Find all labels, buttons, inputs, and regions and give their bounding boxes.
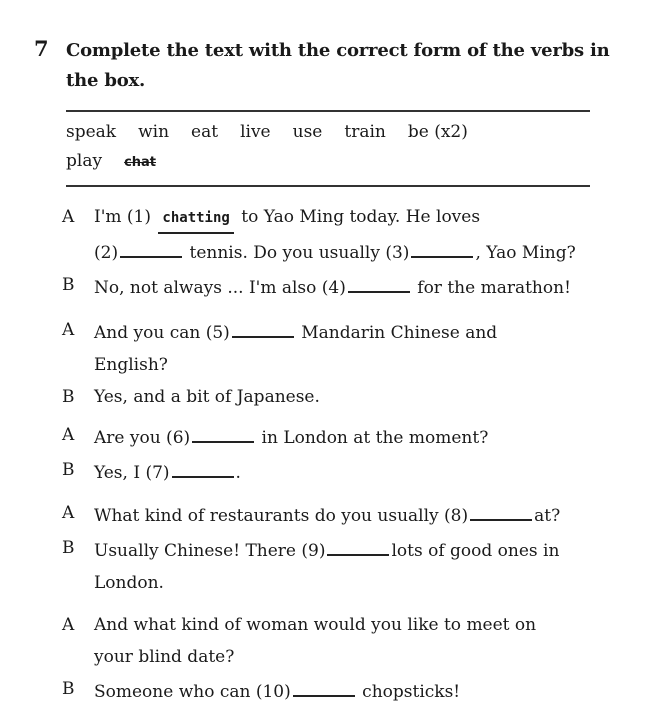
line-text: No, not always ... I'm also (4) bbox=[94, 278, 346, 298]
line-text: Usually Chinese! There (9) bbox=[94, 541, 326, 561]
dialogue-line-2 bbox=[56, 269, 626, 304]
word-chat-crossed: chat bbox=[124, 155, 157, 170]
dialogue-line-3-cont bbox=[56, 349, 626, 381]
answer-blank-1[interactable]: chatting bbox=[158, 210, 233, 234]
speaker-label: A bbox=[62, 503, 75, 523]
speaker-label: B bbox=[62, 538, 75, 558]
dialogue-line-9 bbox=[56, 609, 626, 641]
word-box-top-rule bbox=[66, 110, 590, 112]
word-box bbox=[66, 118, 590, 177]
dialogue bbox=[56, 201, 626, 708]
speaker-label: A bbox=[62, 615, 75, 635]
word-speak: speak bbox=[66, 122, 117, 142]
word-eat: eat bbox=[191, 122, 219, 142]
line-text: tennis. Do you usually (3) bbox=[189, 243, 410, 263]
line-text: What kind of restaurants do you usually (8) bbox=[94, 506, 469, 526]
line-text: London. bbox=[94, 573, 164, 593]
line-text: Yes, I (7) bbox=[94, 463, 170, 483]
line-text: Someone who can (10) bbox=[94, 682, 291, 702]
answer-blank-10[interactable] bbox=[293, 673, 355, 697]
word-box-bottom-rule bbox=[66, 185, 590, 187]
line-text: And what kind of woman would you like to meet on bbox=[94, 615, 537, 635]
word-win: win bbox=[138, 122, 170, 142]
word-play: play bbox=[66, 151, 103, 171]
speaker-label: B bbox=[62, 275, 75, 295]
dialogue-line-3 bbox=[56, 314, 626, 349]
line-text: chopsticks! bbox=[362, 682, 461, 702]
speaker-label: A bbox=[62, 425, 75, 445]
answer-blank-4[interactable] bbox=[348, 269, 410, 293]
speaker-label: A bbox=[62, 207, 75, 227]
line-text: your blind date? bbox=[94, 647, 235, 667]
dialogue-line-10 bbox=[56, 673, 626, 708]
speaker-label: B bbox=[62, 387, 75, 407]
line-text: Yes, and a bit of Japanese. bbox=[94, 387, 320, 407]
dialogue-line-7 bbox=[56, 497, 626, 532]
word-live: live bbox=[240, 122, 271, 142]
dialogue-line-8 bbox=[56, 532, 626, 567]
line-text: to Yao Ming today. He loves bbox=[241, 207, 481, 227]
line-text: Are you (6) bbox=[94, 428, 191, 448]
word-train: train bbox=[344, 122, 386, 142]
dialogue-line-8-cont bbox=[56, 567, 626, 599]
dialogue-line-6 bbox=[56, 454, 626, 489]
answer-blank-5[interactable] bbox=[232, 314, 294, 338]
dialogue-line-1 bbox=[56, 201, 626, 234]
line-text: And you can (5) bbox=[94, 323, 230, 343]
line-text: (2) bbox=[94, 243, 119, 263]
line-text: , Yao Ming? bbox=[475, 243, 576, 263]
word-use: use bbox=[292, 122, 323, 142]
dialogue-line-4 bbox=[56, 381, 626, 413]
line-text: English? bbox=[94, 355, 168, 375]
line-text: . bbox=[235, 463, 241, 483]
speaker-label: B bbox=[62, 460, 75, 480]
answer-blank-3[interactable] bbox=[411, 234, 473, 258]
answer-blank-8[interactable] bbox=[470, 497, 532, 521]
exercise-instruction: Complete the text with the correct form of the verbs in the box. bbox=[66, 40, 610, 91]
line-text: Mandarin Chinese and bbox=[301, 323, 498, 343]
answer-blank-9[interactable] bbox=[327, 532, 389, 556]
word-be: be (x2) bbox=[407, 122, 468, 142]
speaker-label: B bbox=[62, 679, 75, 699]
answer-blank-7[interactable] bbox=[172, 454, 234, 478]
line-text: in London at the moment? bbox=[261, 428, 489, 448]
dialogue-line-9-cont bbox=[56, 641, 626, 673]
line-text: I'm (1) bbox=[94, 207, 151, 227]
answer-blank-2[interactable] bbox=[120, 234, 182, 258]
dialogue-line-1-cont bbox=[56, 234, 626, 269]
dialogue-line-5 bbox=[56, 419, 626, 454]
line-text: lots of good ones in bbox=[391, 541, 560, 561]
answer-blank-6[interactable] bbox=[192, 419, 254, 443]
line-text: for the marathon! bbox=[417, 278, 571, 298]
line-text: at? bbox=[534, 506, 561, 526]
speaker-label: A bbox=[62, 320, 75, 340]
exercise-number: 7 bbox=[34, 36, 49, 61]
